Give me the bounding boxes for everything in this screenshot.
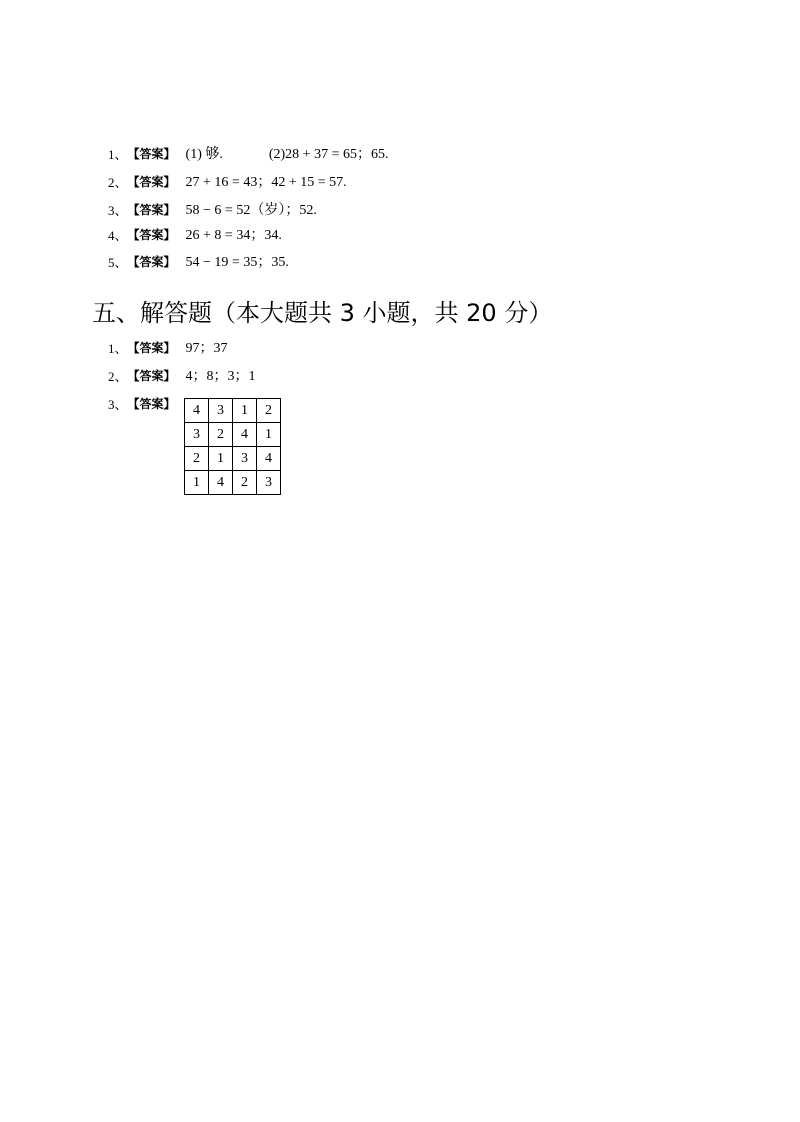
- grid-cell: 4: [233, 423, 257, 447]
- answer-number: 5、: [108, 254, 128, 270]
- answer-number: 3、: [108, 202, 128, 218]
- answer-4-3: [108, 198, 317, 220]
- answer-number: 3、: [108, 396, 128, 412]
- grid-cell: 1: [233, 399, 257, 423]
- answer-5-1: [108, 336, 228, 358]
- answer-text: 26 + 8 = 34；34.: [185, 228, 282, 243]
- answer-text: 54 − 19 = 35；35.: [185, 255, 289, 270]
- answer-tag: 【答案】: [127, 146, 176, 161]
- answer-part-1: (1) 够.: [185, 147, 223, 162]
- grid-cell: 4: [209, 471, 233, 495]
- grid-cell: 3: [209, 399, 233, 423]
- grid-cell: 1: [209, 447, 233, 471]
- grid-cell: 2: [185, 447, 209, 471]
- grid-cell: 2: [209, 423, 233, 447]
- grid-row: [185, 423, 281, 447]
- grid-row: [185, 471, 281, 495]
- grid-cell: 3: [185, 423, 209, 447]
- answer-5-3: [108, 392, 186, 414]
- answer-tag: 【答案】: [127, 202, 176, 217]
- answer-tag: 【答案】: [127, 227, 176, 242]
- grid-cell: 1: [257, 423, 281, 447]
- answer-number: 1、: [108, 340, 128, 356]
- answer-4-4: [108, 223, 282, 245]
- grid-row: [185, 447, 281, 471]
- section-title: 五、解答题（本大题共 3 小题，共 20 分）: [92, 299, 553, 327]
- grid-cell: 3: [257, 471, 281, 495]
- answer-tag: 【答案】: [127, 174, 176, 189]
- answer-4-2: [108, 170, 347, 192]
- grid-cell: 2: [257, 399, 281, 423]
- grid-cell: 4: [185, 399, 209, 423]
- grid-cell: 2: [233, 471, 257, 495]
- answer-part-2: (2)28 + 37 = 65；65.: [268, 147, 389, 162]
- answer-tag: 【答案】: [127, 340, 176, 355]
- grid-cell: 3: [233, 447, 257, 471]
- answer-tag: 【答案】: [127, 396, 176, 411]
- answer-number: 2、: [108, 174, 128, 190]
- answer-number: 4、: [108, 227, 128, 243]
- answer-text: 97；37: [185, 341, 228, 356]
- answer-tag: 【答案】: [127, 254, 176, 269]
- answer-4-1: [108, 142, 388, 164]
- answer-text: 4；8；3；1: [185, 369, 256, 384]
- answer-number: 2、: [108, 368, 128, 384]
- number-grid: [184, 398, 281, 495]
- grid-cell: 1: [185, 471, 209, 495]
- answer-4-5: [108, 250, 289, 272]
- grid-row: [185, 399, 281, 423]
- grid-cell: 4: [257, 447, 281, 471]
- answer-text: 27 + 16 = 43；42 + 15 = 57.: [185, 175, 347, 190]
- answer-tag: 【答案】: [127, 368, 176, 383]
- answer-5-2: [108, 364, 256, 386]
- answer-number: 1、: [108, 146, 128, 162]
- answer-text: 58 − 6 = 52（岁）；52.: [185, 203, 317, 218]
